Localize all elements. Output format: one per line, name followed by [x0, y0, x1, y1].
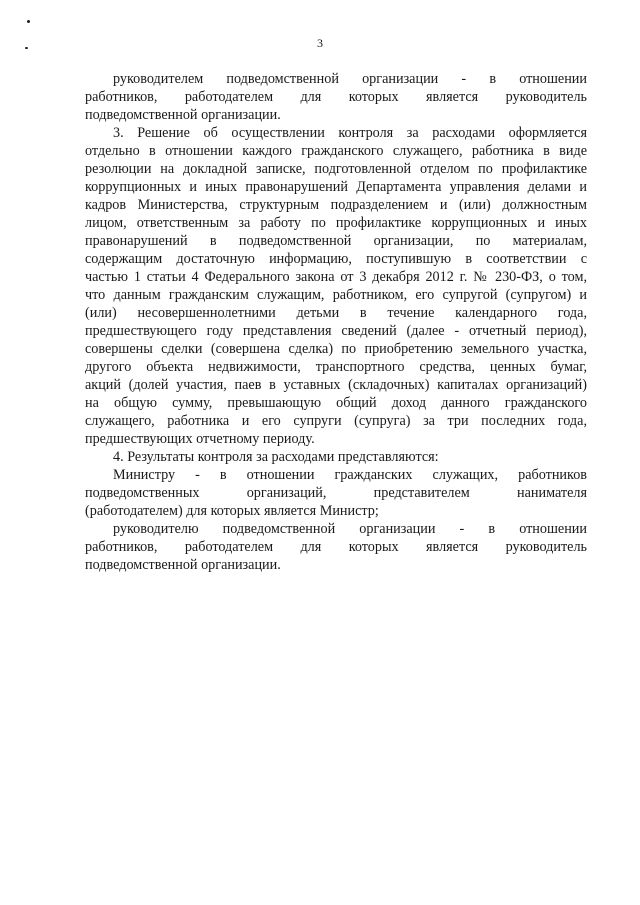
text-line: правонарушений в подведомственной организации, по материалам, — [85, 233, 587, 249]
paragraph-head — [85, 520, 587, 574]
text-line: другого объекта недвижимости, транспортного средства, ценных бумаг, — [85, 359, 587, 375]
text-line: совершены сделки (совершена сделка) по приобретению земельного участка, — [85, 341, 587, 357]
paragraph-4 — [85, 448, 587, 466]
text-line: (работодателем) для которых является Министр; — [85, 503, 379, 519]
text-line: работников, работодателем для которых является руководитель — [85, 539, 587, 555]
text-line: что данным гражданским служащим, работником, его супругой (супругом) и — [85, 287, 587, 303]
text-line: содержащим достаточную информацию, поступившую в соответствии с — [85, 251, 587, 267]
text-line: отдельно в отношении каждого гражданского служащего, работника в виде — [85, 143, 587, 159]
text-line: (или) несовершеннолетними детьми в течение календарного года, — [85, 305, 587, 321]
paragraph-continuation — [85, 70, 587, 124]
text-line: 4. Результаты контроля за расходами представляются: — [113, 449, 439, 465]
text-line: подведомственных организаций, представителем нанимателя — [85, 485, 587, 501]
text-line: кадров Министерства, структурным подразделением и (или) должностным — [85, 197, 587, 213]
text-line: Министру - в отношении гражданских служащих, работников — [113, 467, 587, 483]
paragraph-minister — [85, 466, 587, 520]
text-line: подведомственной организации. — [85, 557, 281, 573]
document-body — [85, 70, 587, 574]
paragraph-3 — [85, 124, 587, 448]
text-line: подведомственной организации. — [85, 107, 281, 123]
text-line: коррупционных и иных правонарушений Департамента управления делами и — [85, 179, 587, 195]
scan-speck — [27, 20, 30, 23]
text-line: работников, работодателем для которых является руководитель — [85, 89, 587, 105]
text-line: руководителем подведомственной организации - в отношении — [113, 71, 587, 87]
text-line: акций (долей участия, паев в уставных (складочных) капиталах организаций) — [85, 377, 587, 393]
text-line: руководителю подведомственной организации - в отношении — [113, 521, 587, 537]
text-line: 3. Решение об осуществлении контроля за расходами оформляется — [113, 125, 587, 141]
text-line: на общую сумму, превышающую общий доход данного гражданского — [85, 395, 587, 411]
text-line: лицом, ответственным за работу по профилактике коррупционных и иных — [85, 215, 587, 231]
text-line: предшествующих отчетному периоду. — [85, 431, 315, 447]
text-line: резолюции на докладной записке, подготовленной отделом по профилактике — [85, 161, 587, 177]
page-number: 3 — [317, 36, 323, 50]
text-line: предшествующего году представления сведений (далее - отчетный период), — [85, 323, 587, 339]
text-line: частью 1 статьи 4 Федерального закона от 3 декабря 2012 г. № 230-ФЗ, о том, — [85, 269, 587, 285]
text-line: служащего, работника и его супруги (супруга) за три последних года, — [85, 413, 587, 429]
